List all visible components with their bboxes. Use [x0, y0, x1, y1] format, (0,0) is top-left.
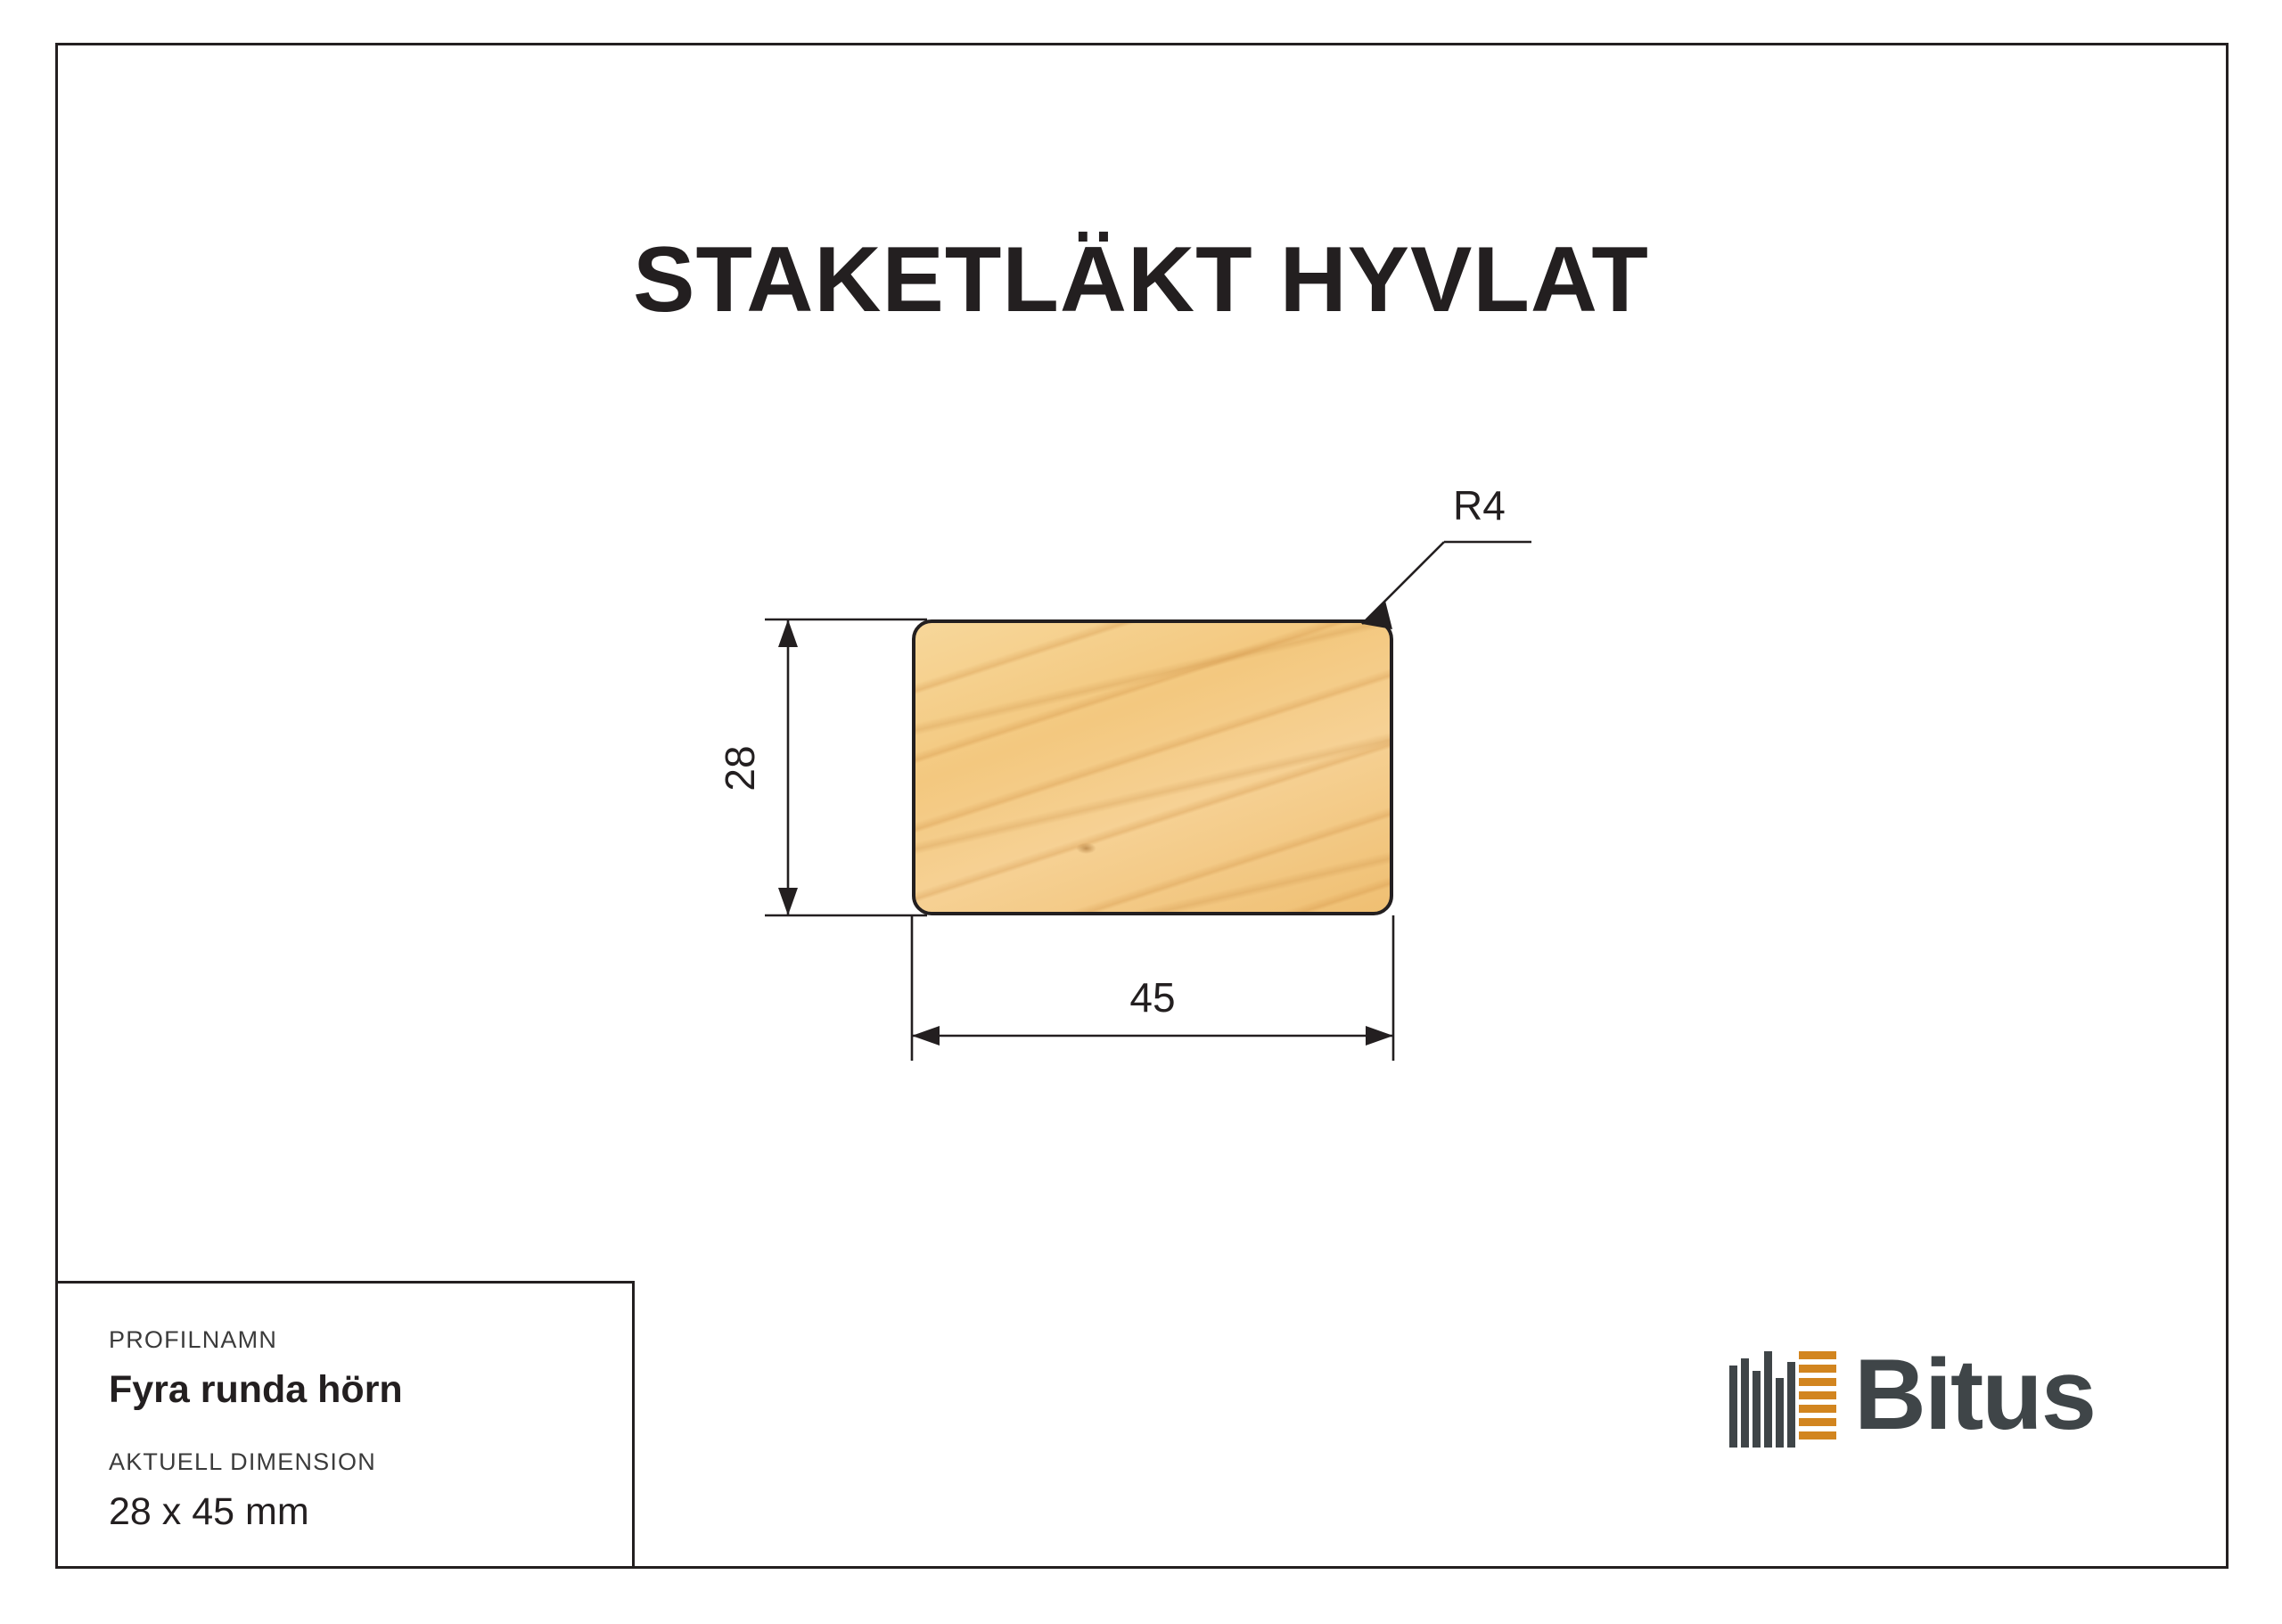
bitus-logo-text: Bitus: [1854, 1339, 2095, 1450]
corner-radius-label: R4: [1453, 482, 1506, 529]
profile-name-value: Fyra runda hörn: [109, 1368, 403, 1411]
dimension-width-label: 45: [1129, 974, 1176, 1021]
bitus-logo-mark: [1729, 1351, 1836, 1448]
dimension-height-label: 28: [717, 745, 763, 791]
bitus-logo: [1729, 1339, 2148, 1462]
title-block: [55, 1281, 635, 1569]
page-title: STAKETLÄKT HYVLAT: [633, 228, 1649, 332]
profile-name-label: PROFILNAMN: [109, 1326, 278, 1353]
actual-dimension-label: AKTUELL DIMENSION: [109, 1448, 376, 1475]
actual-dimension-value: 28 x 45 mm: [109, 1490, 309, 1533]
